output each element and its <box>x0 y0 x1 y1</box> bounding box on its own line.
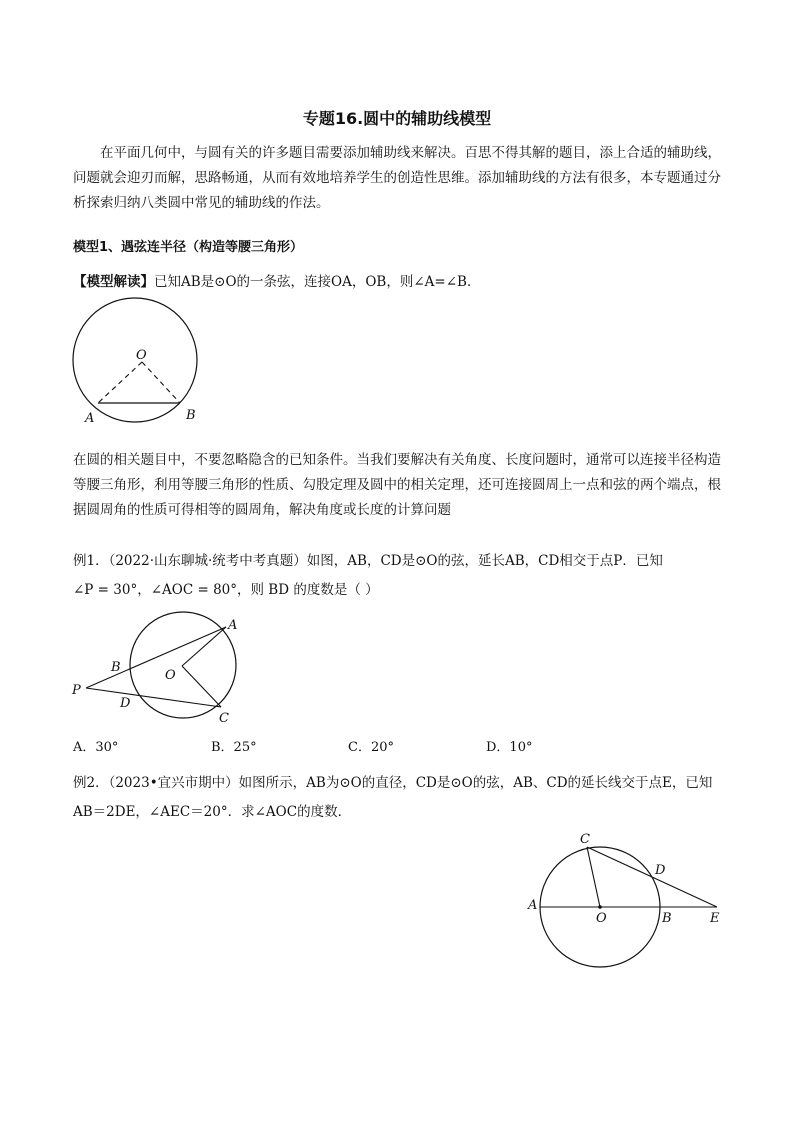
fig2-line-pa <box>86 627 226 688</box>
fig3-label-a: A <box>528 898 538 913</box>
option-a: A．30° <box>73 740 119 755</box>
fig1-radius-oa <box>98 362 142 403</box>
fig1-radius-ob <box>142 362 180 403</box>
figure-model1 <box>70 295 210 435</box>
example1-line2: ∠P = 30°，∠AOC = 80°，则 BD 的度数是（ ） <box>73 582 379 598</box>
fig2-label-o: O <box>165 668 176 683</box>
fig2-line-pc <box>86 688 221 707</box>
fig2-label-c: C <box>219 711 229 726</box>
paragraph-2: 在圆的相关题目中，不要忽略隐含的已知条件。当我们要解决有关角度、长度问题时，通常可以连接半径构造等腰三角形，利用等腰三角形的性质、勾股定理及圆中的相关定理，还可连接圆周上一点和弦的两个端点，根据圆周角的性质可得相等的圆周角，解决角度或长度的计算问题 <box>73 452 721 518</box>
example-2 <box>73 769 733 827</box>
figure-example2 <box>520 825 730 975</box>
option-d: D．10° <box>486 740 533 755</box>
fig1-label-b: B <box>186 408 196 423</box>
intro-paragraph: 在平面几何中，与圆有关的许多题目需要添加辅助线来解决。百思不得其解的题目，添上合适的辅助线，问题就会迎刃而解，思路畅通，从而有效地培养学生的创造性思维。添加辅助线的方法有很多，本专题通过分析探索归纳八类圆中常见的辅助线的作法。 <box>73 145 721 211</box>
fig3-label-o: O <box>596 911 607 926</box>
figure-example1 <box>66 610 256 735</box>
example2-line1: 例2．（2023•宜兴市期中）如图所示，AB为⊙O的直径，CD是⊙O的弦，AB、CD的延长线交于点E，已知 <box>73 775 713 791</box>
option-b: B．25° <box>211 740 257 755</box>
option-c: C．20° <box>348 740 394 755</box>
fig1-label-a: A <box>85 411 95 426</box>
fig1-label-o: O <box>136 348 147 363</box>
fig3-center-dot <box>598 905 602 909</box>
fig2-label-b: B <box>111 660 121 675</box>
fig2-label-p: P <box>72 683 81 698</box>
page-title: 专题16.圆中的辅助线模型 <box>302 109 492 128</box>
example1-line1: 例1．（2022·山东聊城·统考中考真题）如图，AB，CD是⊙O的弦，延长AB，CD相交于点P．已知 <box>73 553 663 569</box>
fig3-label-e: E <box>710 911 720 926</box>
fig2-line-oa <box>182 627 226 666</box>
fig3-label-d: D <box>655 863 666 878</box>
example2-line2: AB＝2DE，∠AEC＝20°．求∠AOC的度数． <box>73 804 352 820</box>
fig2-label-d: D <box>120 696 131 711</box>
model-explanation-label: 【模型解读】 <box>73 274 154 290</box>
model1-heading: 模型1、遇弦连半径（构造等腰三角形） <box>73 240 304 255</box>
fig2-line-oc <box>182 666 221 707</box>
fig3-line-ce <box>587 847 717 907</box>
fig3-label-c: C <box>580 832 590 847</box>
fig3-line-oc <box>587 847 600 907</box>
fig3-label-b: B <box>662 911 672 926</box>
example-1 <box>73 547 733 605</box>
fig2-label-a: A <box>228 618 238 633</box>
model-explanation-text: 已知AB是⊙O的一条弦，连接OA，OB，则∠A=∠B． <box>154 274 481 290</box>
model-explanation <box>73 270 480 290</box>
